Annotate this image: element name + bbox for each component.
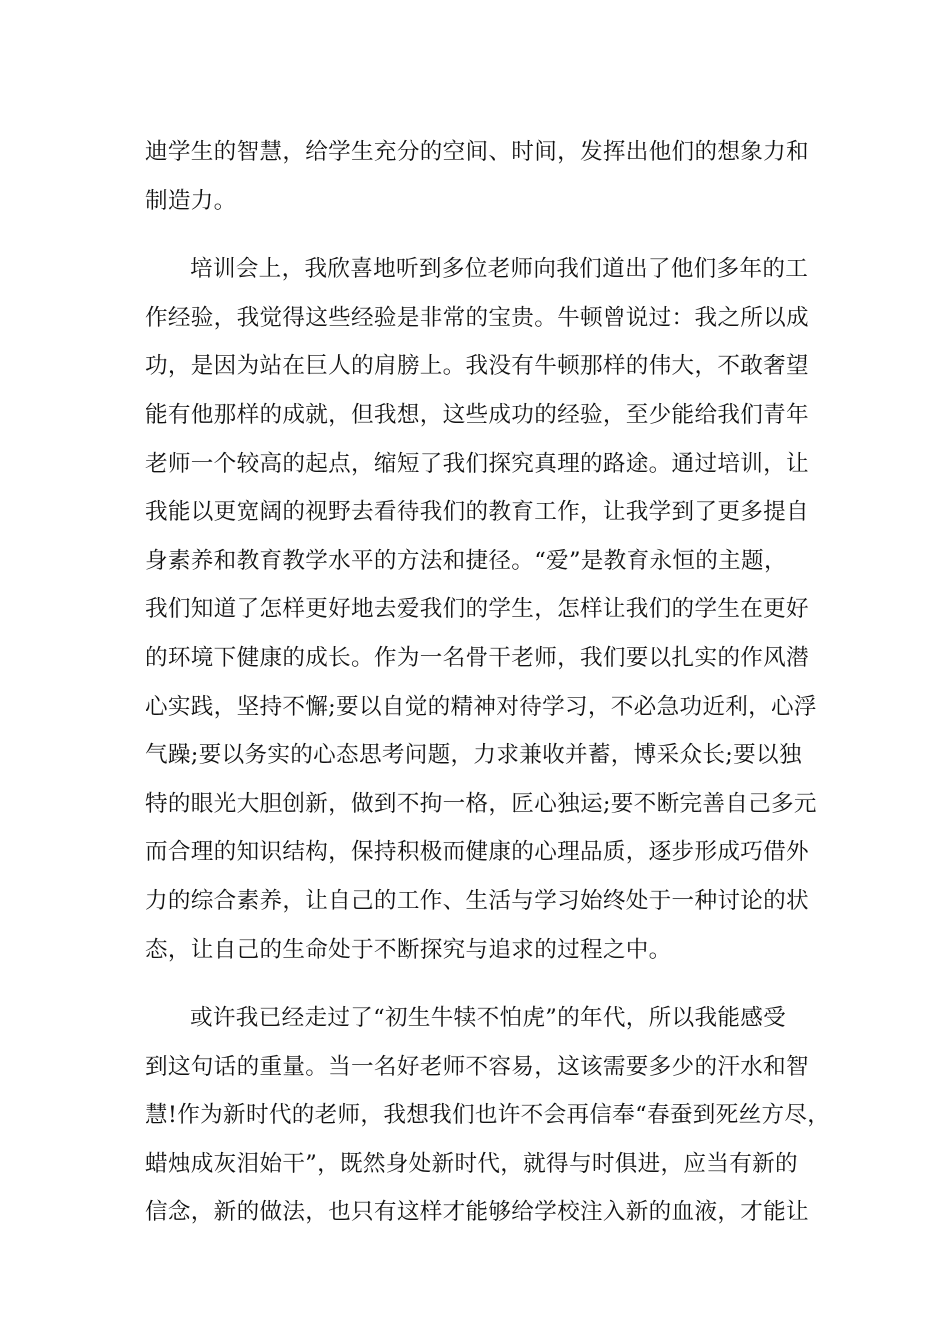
text-line: 气躁;要以务实的心态思考问题，力求兼收并蓄，博采众长;要以独 (145, 742, 802, 769)
text-line: 功，是因为站在巨人的肩膀上。我没有牛顿那样的伟大，不敢奢望 (145, 353, 809, 380)
text-line: 的环境下健康的成长。作为一名骨干老师，我们要以扎实的作风潜 (145, 644, 809, 671)
body-text (145, 128, 831, 1237)
text-line: 制造力。 (145, 187, 237, 214)
text-line: 慧!作为新时代的老师，我想我们也许不会再信奉“春蚕到死丝方尽， (145, 1102, 831, 1129)
text-line: 态，让自己的生命处于不断探究与追求的过程之中。 (145, 936, 672, 963)
text-line: 到这句话的重量。当一名好老师不容易，这该需要多少的汗水和智 (145, 1053, 809, 1080)
text-line: 或许我已经走过了“初生牛犊不怕虎”的年代，所以我能感受 (190, 1005, 787, 1032)
text-line: 我们知道了怎样更好地去爱我们的学生，怎样让我们的学生在更好 (145, 596, 809, 623)
text-line: 特的眼光大胆创新，做到不拘一格，匠心独运;要不断完善自己多元 (145, 790, 817, 817)
text-line: 我能以更宽阔的视野去看待我们的教育工作，让我学到了更多提自 (145, 499, 809, 526)
paragraph-gap (145, 974, 825, 994)
text-line: 心实践，坚持不懈;要以自觉的精神对待学习，不必急功近利，心浮 (145, 693, 817, 720)
text-line: 蜡烛成灰泪始干”，既然身处新时代，就得与时俱进，应当有新的 (145, 1150, 798, 1177)
text-line: 信念，新的做法，也只有这样才能够给学校注入新的血液，才能让 (145, 1199, 809, 1226)
paragraph-gap (145, 225, 825, 245)
text-line: 身素养和教育教学水平的方法和捷径。“爱”是教育永恒的主题， (145, 547, 787, 574)
text-line: 力的综合素养，让自己的工作、生活与学习始终处于一种讨论的状 (145, 887, 809, 914)
text-line: 培训会上，我欣喜地听到多位老师向我们道出了他们多年的工 (190, 256, 809, 283)
text-line: 迪学生的智慧，给学生充分的空间、时间，发挥出他们的想象力和 (145, 139, 809, 165)
text-line: 而合理的知识结构，保持积极而健康的心理品质，逐步形成巧借外 (145, 839, 809, 866)
text-line: 能有他那样的成就，但我想，这些成功的经验，至少能给我们青年 (145, 401, 809, 428)
text-line: 老师一个较高的起点，缩短了我们探究真理的路途。通过培训，让 (145, 450, 809, 477)
text-line: 作经验，我觉得这些经验是非常的宝贵。牛顿曾说过：我之所以成 (145, 304, 809, 331)
